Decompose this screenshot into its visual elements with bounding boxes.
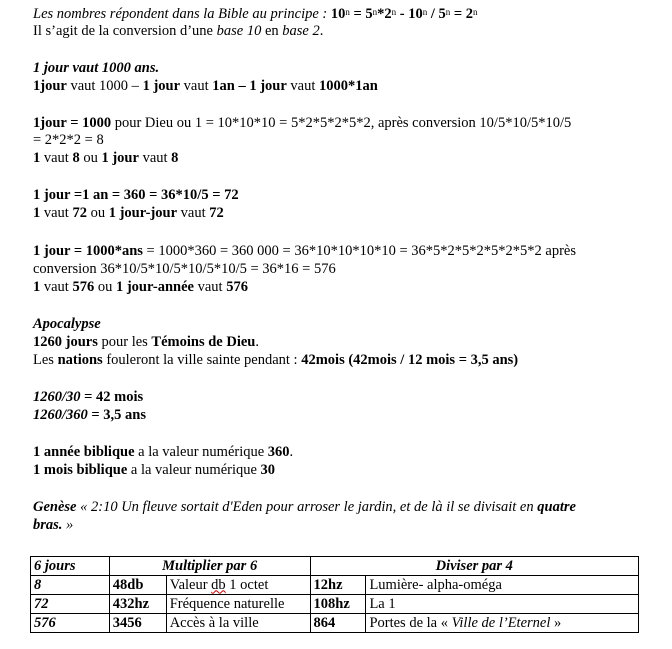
nations-line bbox=[33, 352, 518, 369]
dieu-line-2 bbox=[33, 132, 104, 149]
text: a la valeur numérique bbox=[134, 444, 268, 460]
text: Diviser par 4 bbox=[435, 557, 513, 574]
text: a la valeur numérique bbox=[127, 462, 261, 478]
text: 1 jour-année bbox=[115, 279, 194, 295]
text: 576 bbox=[226, 279, 248, 295]
text: 864 bbox=[313, 614, 336, 631]
text: vaut bbox=[177, 205, 210, 221]
text: 72 bbox=[209, 205, 224, 221]
text: 8 bbox=[34, 576, 42, 593]
text: 1260/30 bbox=[33, 389, 81, 405]
text: 1 bbox=[33, 279, 41, 295]
text: ou bbox=[94, 279, 116, 295]
text: vaut 1000 – bbox=[66, 78, 143, 94]
vaut-72-line bbox=[33, 205, 224, 222]
text: Portes de la « bbox=[369, 614, 452, 631]
text: *2 bbox=[377, 6, 392, 22]
cell-desc2 bbox=[366, 576, 639, 595]
text: 1 jour =1 an = 360 = 36*10/5 = 72 bbox=[33, 187, 239, 203]
text: Ville de l’Eternel bbox=[451, 614, 551, 631]
text: / 5 bbox=[427, 6, 446, 22]
text: Multiplier par 6 bbox=[162, 557, 258, 574]
text: ou bbox=[79, 150, 102, 166]
exponent: n bbox=[473, 7, 478, 17]
cell-mult bbox=[109, 595, 166, 614]
exponent: n bbox=[445, 7, 451, 17]
genese-quote-2 bbox=[33, 517, 73, 534]
text: 1 jour = 1000*ans bbox=[33, 243, 143, 259]
text: « 2:10 Un fleuve sortait d'Eden pour arroser le jardin, et de là il se divisait en bbox=[76, 499, 538, 515]
text: 1260 jours bbox=[33, 334, 98, 350]
text: 12hz bbox=[313, 576, 343, 593]
text: 72 bbox=[72, 205, 87, 221]
text: = 5 bbox=[349, 6, 373, 22]
temoins-line bbox=[33, 334, 259, 351]
text: 1 année biblique bbox=[33, 444, 135, 460]
text: . bbox=[319, 23, 324, 39]
text: pour les bbox=[97, 334, 152, 350]
text: 432hz bbox=[112, 595, 150, 612]
text: 1jour bbox=[33, 78, 67, 94]
text: 576 bbox=[72, 279, 95, 295]
text: vaut bbox=[193, 279, 227, 295]
text: 1260/360 bbox=[33, 407, 88, 423]
text: 1jour = 1000 bbox=[33, 115, 112, 131]
text: vaut bbox=[286, 78, 319, 94]
text: 42mois (42mois / 12 mois = 3,5 ans) bbox=[301, 352, 519, 368]
text: Accès à la ville bbox=[169, 614, 259, 631]
text: » bbox=[550, 614, 562, 631]
text: 1 jour vaut 1000 ans. bbox=[33, 60, 160, 76]
cell-mult bbox=[109, 576, 166, 595]
text: La 1 bbox=[369, 595, 396, 612]
ans-line-2 bbox=[33, 261, 336, 278]
text: = 2*2*2 = 8 bbox=[33, 132, 104, 148]
cell-desc1 bbox=[166, 614, 310, 633]
text: 72 bbox=[34, 595, 49, 612]
table-row bbox=[31, 576, 639, 595]
text: quatre bbox=[537, 499, 576, 515]
text: 108hz bbox=[313, 595, 350, 612]
text: 1 bbox=[33, 150, 41, 166]
text: Apocalypse bbox=[33, 316, 101, 332]
cell-desc2 bbox=[366, 595, 639, 614]
text: vaut bbox=[40, 150, 73, 166]
text: 10 bbox=[330, 6, 346, 22]
principle-line bbox=[33, 6, 478, 23]
text: = 2 bbox=[450, 6, 474, 22]
text: 3456 bbox=[112, 614, 142, 631]
cell-desc1 bbox=[166, 595, 310, 614]
text: 8 bbox=[72, 150, 80, 166]
text: 1 jour bbox=[142, 78, 181, 94]
text: 30 bbox=[260, 462, 276, 478]
text: vaut bbox=[138, 150, 172, 166]
exponent: n bbox=[391, 7, 397, 17]
cell-desc2 bbox=[366, 614, 639, 633]
text: 360 bbox=[267, 444, 290, 460]
calc-42-mois bbox=[33, 389, 143, 406]
text: Il s’agit de la conversion d’une bbox=[33, 23, 217, 39]
text: pour Dieu ou 1 = 10*10*10 = 5*2*5*2*5*2, après conversion 10/5*10/5*10/5 bbox=[111, 115, 572, 131]
text: Valeur bbox=[169, 576, 212, 593]
text: 48db bbox=[112, 576, 144, 593]
table-row bbox=[31, 595, 639, 614]
exponent: n bbox=[422, 7, 428, 17]
text: 1 mois biblique bbox=[33, 462, 128, 478]
text: fouleront la ville sainte pendant : bbox=[102, 352, 302, 368]
text: 1 jour bbox=[101, 150, 139, 166]
jour-line bbox=[33, 78, 378, 95]
text: . bbox=[289, 444, 294, 460]
text: 1 bbox=[33, 205, 41, 221]
mois-biblique-line bbox=[33, 462, 275, 479]
dieu-line bbox=[33, 115, 571, 132]
text: Genèse bbox=[33, 499, 77, 515]
text: base 10 bbox=[216, 23, 262, 39]
cell-jours bbox=[31, 576, 110, 595]
text: bras. bbox=[33, 517, 63, 533]
exponent: n bbox=[345, 7, 350, 17]
text: vaut bbox=[40, 205, 73, 221]
text: 1000*1an bbox=[319, 78, 378, 94]
header-diviser bbox=[310, 557, 638, 576]
text: 8 bbox=[171, 150, 179, 166]
conversion-line bbox=[33, 23, 323, 40]
text: vaut bbox=[180, 78, 213, 94]
table-row bbox=[31, 614, 639, 633]
ans-line bbox=[33, 243, 576, 260]
text: = 3,5 ans bbox=[87, 407, 147, 423]
text: db bbox=[211, 576, 226, 593]
cell-jours bbox=[31, 614, 110, 633]
text: = 1000*360 = 360 000 = 36*10*10*10*10 = 36*5*2*5*2*5*2*5*2 après bbox=[142, 243, 576, 259]
heading-1-jour bbox=[33, 60, 159, 77]
text: 6 jours bbox=[34, 557, 76, 574]
text: en bbox=[261, 23, 283, 39]
values-table bbox=[30, 556, 639, 633]
text: Fréquence naturelle bbox=[169, 595, 285, 612]
text: 1 octet bbox=[225, 576, 269, 593]
text: Témoins de Dieu bbox=[151, 334, 256, 350]
text: » bbox=[62, 517, 74, 533]
text: 576 bbox=[34, 614, 56, 631]
cell-jours bbox=[31, 595, 110, 614]
text: - 10 bbox=[396, 6, 423, 22]
cell-div bbox=[310, 595, 366, 614]
genese-quote bbox=[33, 499, 576, 516]
vaut-576-line bbox=[33, 279, 248, 296]
heading-apocalypse bbox=[33, 316, 101, 333]
text: Les bbox=[33, 352, 58, 368]
header-multiplier bbox=[109, 557, 310, 576]
exponent: n bbox=[372, 7, 378, 17]
text: . bbox=[255, 334, 259, 350]
vaut-8-line bbox=[33, 150, 178, 167]
annee-biblique-line bbox=[33, 444, 293, 461]
cell-div bbox=[310, 576, 366, 595]
text: Les nombres répondent dans la Bible au principe : bbox=[33, 6, 331, 22]
cell-div bbox=[310, 614, 366, 633]
cell-mult bbox=[109, 614, 166, 633]
text: vaut bbox=[40, 279, 73, 295]
text: nations bbox=[57, 352, 103, 368]
text: conversion 36*10/5*10/5*10/5*10/5 = 36*16 = 576 bbox=[33, 261, 336, 277]
cell-desc1 bbox=[166, 576, 310, 595]
text: 1an – 1 jour bbox=[212, 78, 287, 94]
text: base 2 bbox=[282, 23, 320, 39]
text: Lumière- alpha-oméga bbox=[369, 576, 502, 593]
text: 1 jour-jour bbox=[108, 205, 178, 221]
text: ou bbox=[86, 205, 109, 221]
an-360-line bbox=[33, 187, 239, 204]
header-6-jours bbox=[31, 557, 110, 576]
table-header-row bbox=[31, 557, 639, 576]
calc-3-5-ans bbox=[33, 407, 146, 424]
text: = 42 mois bbox=[80, 389, 144, 405]
